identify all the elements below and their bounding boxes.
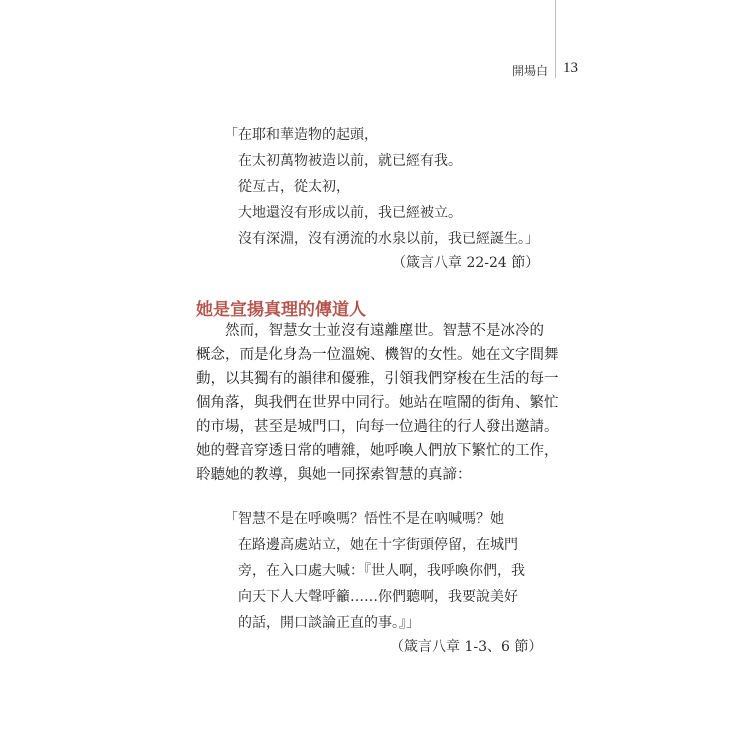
quote-line: 「智慧不是在呼喚嗎？悟性不是在吶喊嗎？她 — [224, 511, 504, 527]
quote-line: 沒有深淵，沒有湧流的水泉以前，我已經誕生。」 — [238, 231, 539, 247]
quote-line: 在路邊高處站立，她在十字街頭停留，在城門 — [238, 537, 518, 553]
paragraph-line: 概念，而是化身為一位溫婉、機智的女性。她在文字間舞 — [196, 347, 559, 363]
quote-line: 的話，開口談論正直的事。』」 — [238, 615, 420, 631]
quote-line: 「在耶和華造物的起頭， — [224, 127, 378, 143]
section-heading: 她是宣揚真理的傳道人 — [196, 300, 366, 320]
paragraph-line: 的市場，甚至是城門口，向每一位過往的行人發出邀請。 — [196, 419, 559, 435]
quote-line: 大地還沒有形成以前，我已經被立。 — [238, 205, 462, 221]
quote-line: 在太初萬物被造以前，就已經有我。 — [238, 153, 462, 169]
paragraph-line: 她的聲音穿透日常的嘈雜，她呼喚人們放下繁忙的工作， — [196, 443, 559, 459]
quote-line: 旁，在入口處大喊：『世人啊，我呼喚你們，我 — [238, 563, 525, 579]
scripture-quote-2 — [224, 508, 554, 660]
quote-reference: （箴言八章 22-24 節） — [392, 255, 540, 271]
paragraph-line: 動，以其獨有的韻律和優雅，引領我們穿梭在生活的每一 — [196, 371, 559, 387]
scripture-quote-1 — [224, 124, 554, 274]
quote-line: 從亙古，從太初， — [238, 179, 350, 195]
page-number: 13 — [563, 60, 578, 76]
paragraph-line: 然而，智慧女士並沒有遠離塵世。智慧不是冰冷的 — [225, 323, 544, 339]
paragraph-line: 個角落，與我們在世界中同行。她站在喧鬧的街角、繁忙 — [196, 395, 559, 411]
header-divider — [555, 0, 556, 78]
paragraph-line: 聆聽她的教導，與她一同探索智慧的真諦： — [196, 467, 472, 483]
running-header-section: 開場白 — [511, 64, 548, 78]
quote-reference: （箴言八章 1-3、6 節） — [390, 639, 543, 655]
quote-line: 向天下人大聲呼籲……你們聽啊，我要說美好 — [238, 589, 518, 605]
